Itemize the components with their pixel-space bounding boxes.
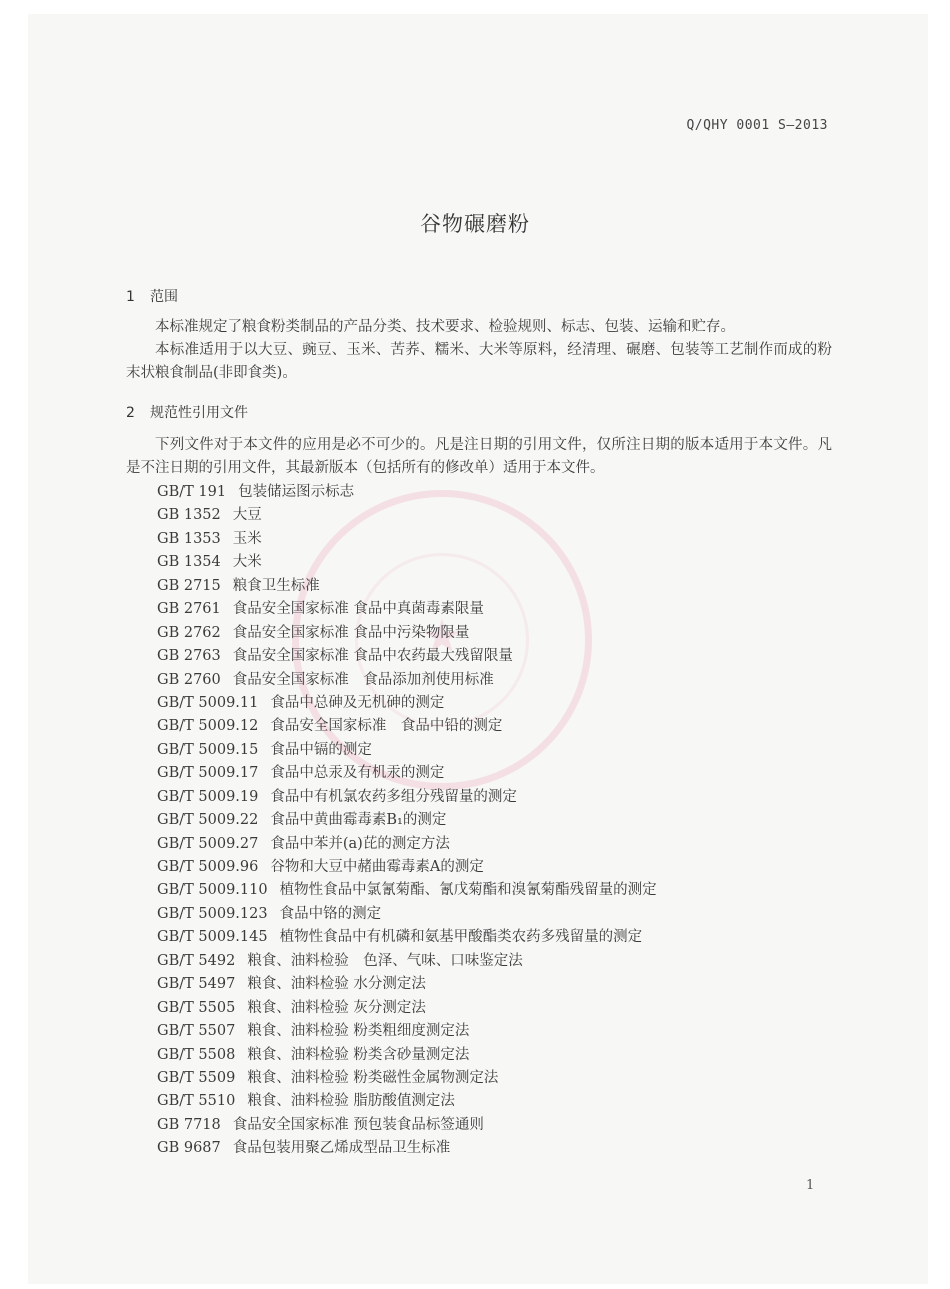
section-title: 范围 [150,289,178,305]
reference-item [157,973,657,996]
reference-item [157,528,657,551]
reference-code: GB/T 5510 [157,1093,236,1110]
reference-item [157,1114,657,1137]
reference-title: 粮食、油料检验 粉类含砂量测定法 [247,1046,470,1063]
reference-title: 粮食、油料检验 脂肪酸值测定法 [247,1093,455,1110]
reference-code: GB/T 5497 [157,976,236,993]
reference-title: 大豆 [232,507,262,524]
reference-title: 粮食、油料检验 灰分测定法 [247,999,426,1016]
reference-title: 食品中有机氯农药多组分残留量的测定 [270,788,517,805]
document-code: Q/QHY 0001 S—2013 [686,118,828,133]
reference-title: 食品中镉的测定 [270,741,372,758]
reference-title: 粮食、油料检验 粉类磁性金属物测定法 [247,1069,499,1086]
reference-item [157,1067,657,1090]
reference-code: GB/T 5492 [157,952,236,969]
reference-code: GB/T 5507 [157,1023,236,1040]
reference-code: GB 7718 [157,1116,221,1133]
scope-paragraph-1: 本标准规定了粮食粉类制品的产品分类、技术要求、检验规则、标志、包装、运输和贮存。 [155,319,735,335]
seal-star-icon: ★ [421,609,463,663]
reference-item [157,809,657,832]
reference-item [157,833,657,856]
reference-title: 食品安全国家标准 预包装食品标签通则 [232,1116,484,1133]
reference-item [157,551,657,574]
reference-code: GB 2762 [157,624,221,641]
reference-code: GB/T 191 [157,484,227,500]
reference-code: GB 2763 [157,648,221,665]
reference-code: GB/T 5009.11 [157,694,259,711]
reference-code: GB/T 5009.12 [157,718,259,735]
reference-item [157,1020,657,1043]
reference-code: GB/T 5009.15 [157,741,259,758]
reference-title: 食品包装用聚乙烯成型品卫生标准 [232,1140,451,1157]
reference-item [157,715,657,738]
reference-title: 粮食卫生标准 [232,577,320,594]
section-heading-scope [126,286,178,306]
reference-code: GB 1352 [157,507,221,524]
reference-item [157,575,657,598]
section-number: 1 [126,289,135,305]
reference-title: 植物性食品中有机磷和氨基甲酸酯类农药多残留量的测定 [279,929,643,946]
reference-item [157,926,657,949]
reference-title: 植物性食品中氯氰菊酯、氰戊菊酯和溴氰菊酯残留量的测定 [279,882,657,899]
reference-item [157,903,657,926]
reference-code: GB/T 5505 [157,999,236,1016]
reference-title: 食品安全国家标准 食品中农药最大残留限量 [232,648,513,665]
reference-item [157,669,657,692]
reference-title: 食品中总砷及无机砷的测定 [270,694,445,711]
section-heading-references [126,402,248,422]
reference-title: 谷物和大豆中赭曲霉毒素A的测定 [270,859,484,875]
reference-item [157,1137,657,1160]
reference-title: 大米 [232,554,262,571]
reference-item [157,481,657,504]
reference-title: 粮食、油料检验 水分测定法 [247,976,426,993]
section-title: 规范性引用文件 [150,405,248,421]
reference-code: GB 2715 [157,577,221,594]
reference-item [157,879,657,902]
reference-item [157,1090,657,1113]
reference-item [157,997,657,1020]
page-number: 1 [806,1178,815,1193]
reference-title: 食品安全国家标准 食品添加剂使用标准 [232,671,494,688]
reference-title: 玉米 [232,530,262,547]
scope-paragraph-2: 本标准适用于以大豆、豌豆、玉米、苦荞、糯米、大米等原料，经清理、碾磨、包装等工艺制作而成的粉末状粮食制品(非即食类)。 [126,342,832,381]
reference-item [157,504,657,527]
reference-title: 食品中苯并(a)芘的测定方法 [270,835,450,852]
reference-list [157,481,657,1161]
section-number: 2 [126,405,135,421]
reference-title: 食品安全国家标准 食品中真菌毒素限量 [232,601,484,618]
reference-code: GB 2760 [157,671,221,688]
reference-item [157,622,657,645]
reference-item [157,856,657,879]
reference-item [157,950,657,973]
reference-title: 包装储运图示标志 [238,484,355,500]
reference-item [157,598,657,621]
reference-title: 食品中铬的测定 [279,905,382,922]
reference-code: GB/T 5009.145 [157,929,268,946]
reference-item [157,645,657,668]
reference-title: 粮食、油料检验 粉类粗细度测定法 [247,1023,470,1040]
reference-title: 食品中黄曲霉毒素B₁的测定 [270,812,447,829]
reference-code: GB 1354 [157,554,221,571]
reference-code: GB 1353 [157,530,221,547]
reference-code: GB/T 5009.19 [157,788,259,805]
reference-title: 食品安全国家标准 食品中污染物限量 [232,624,470,641]
reference-code: GB/T 5009.96 [157,859,259,875]
references-intro-paragraph: 下列文件对于本文件的应用是必不可少的。凡是注日期的引用文件，仅所注日期的版本适用于本文件。凡是不注日期的引用文件，其最新版本（包括所有的修改单）适用于本文件。 [126,437,832,476]
reference-title: 食品中总汞及有机汞的测定 [270,765,445,782]
reference-item [157,739,657,762]
reference-code: GB/T 5009.123 [157,905,268,922]
reference-code: GB/T 5009.17 [157,765,259,782]
reference-item [157,692,657,715]
reference-code: GB/T 5009.110 [157,882,268,899]
reference-title: 食品安全国家标准 食品中铅的测定 [270,718,503,735]
reference-item [157,786,657,809]
reference-code: GB 9687 [157,1140,221,1157]
reference-code: GB/T 5509 [157,1069,236,1086]
reference-code: GB/T 5009.27 [157,835,259,852]
reference-item [157,1044,657,1067]
reference-code: GB/T 5009.22 [157,812,259,829]
reference-code: GB 2761 [157,601,221,618]
document-title: 谷物碾磨粉 [420,212,530,236]
reference-title: 粮食、油料检验 色泽、气味、口味鉴定法 [247,952,523,969]
reference-item [157,762,657,785]
reference-code: GB/T 5508 [157,1046,236,1063]
